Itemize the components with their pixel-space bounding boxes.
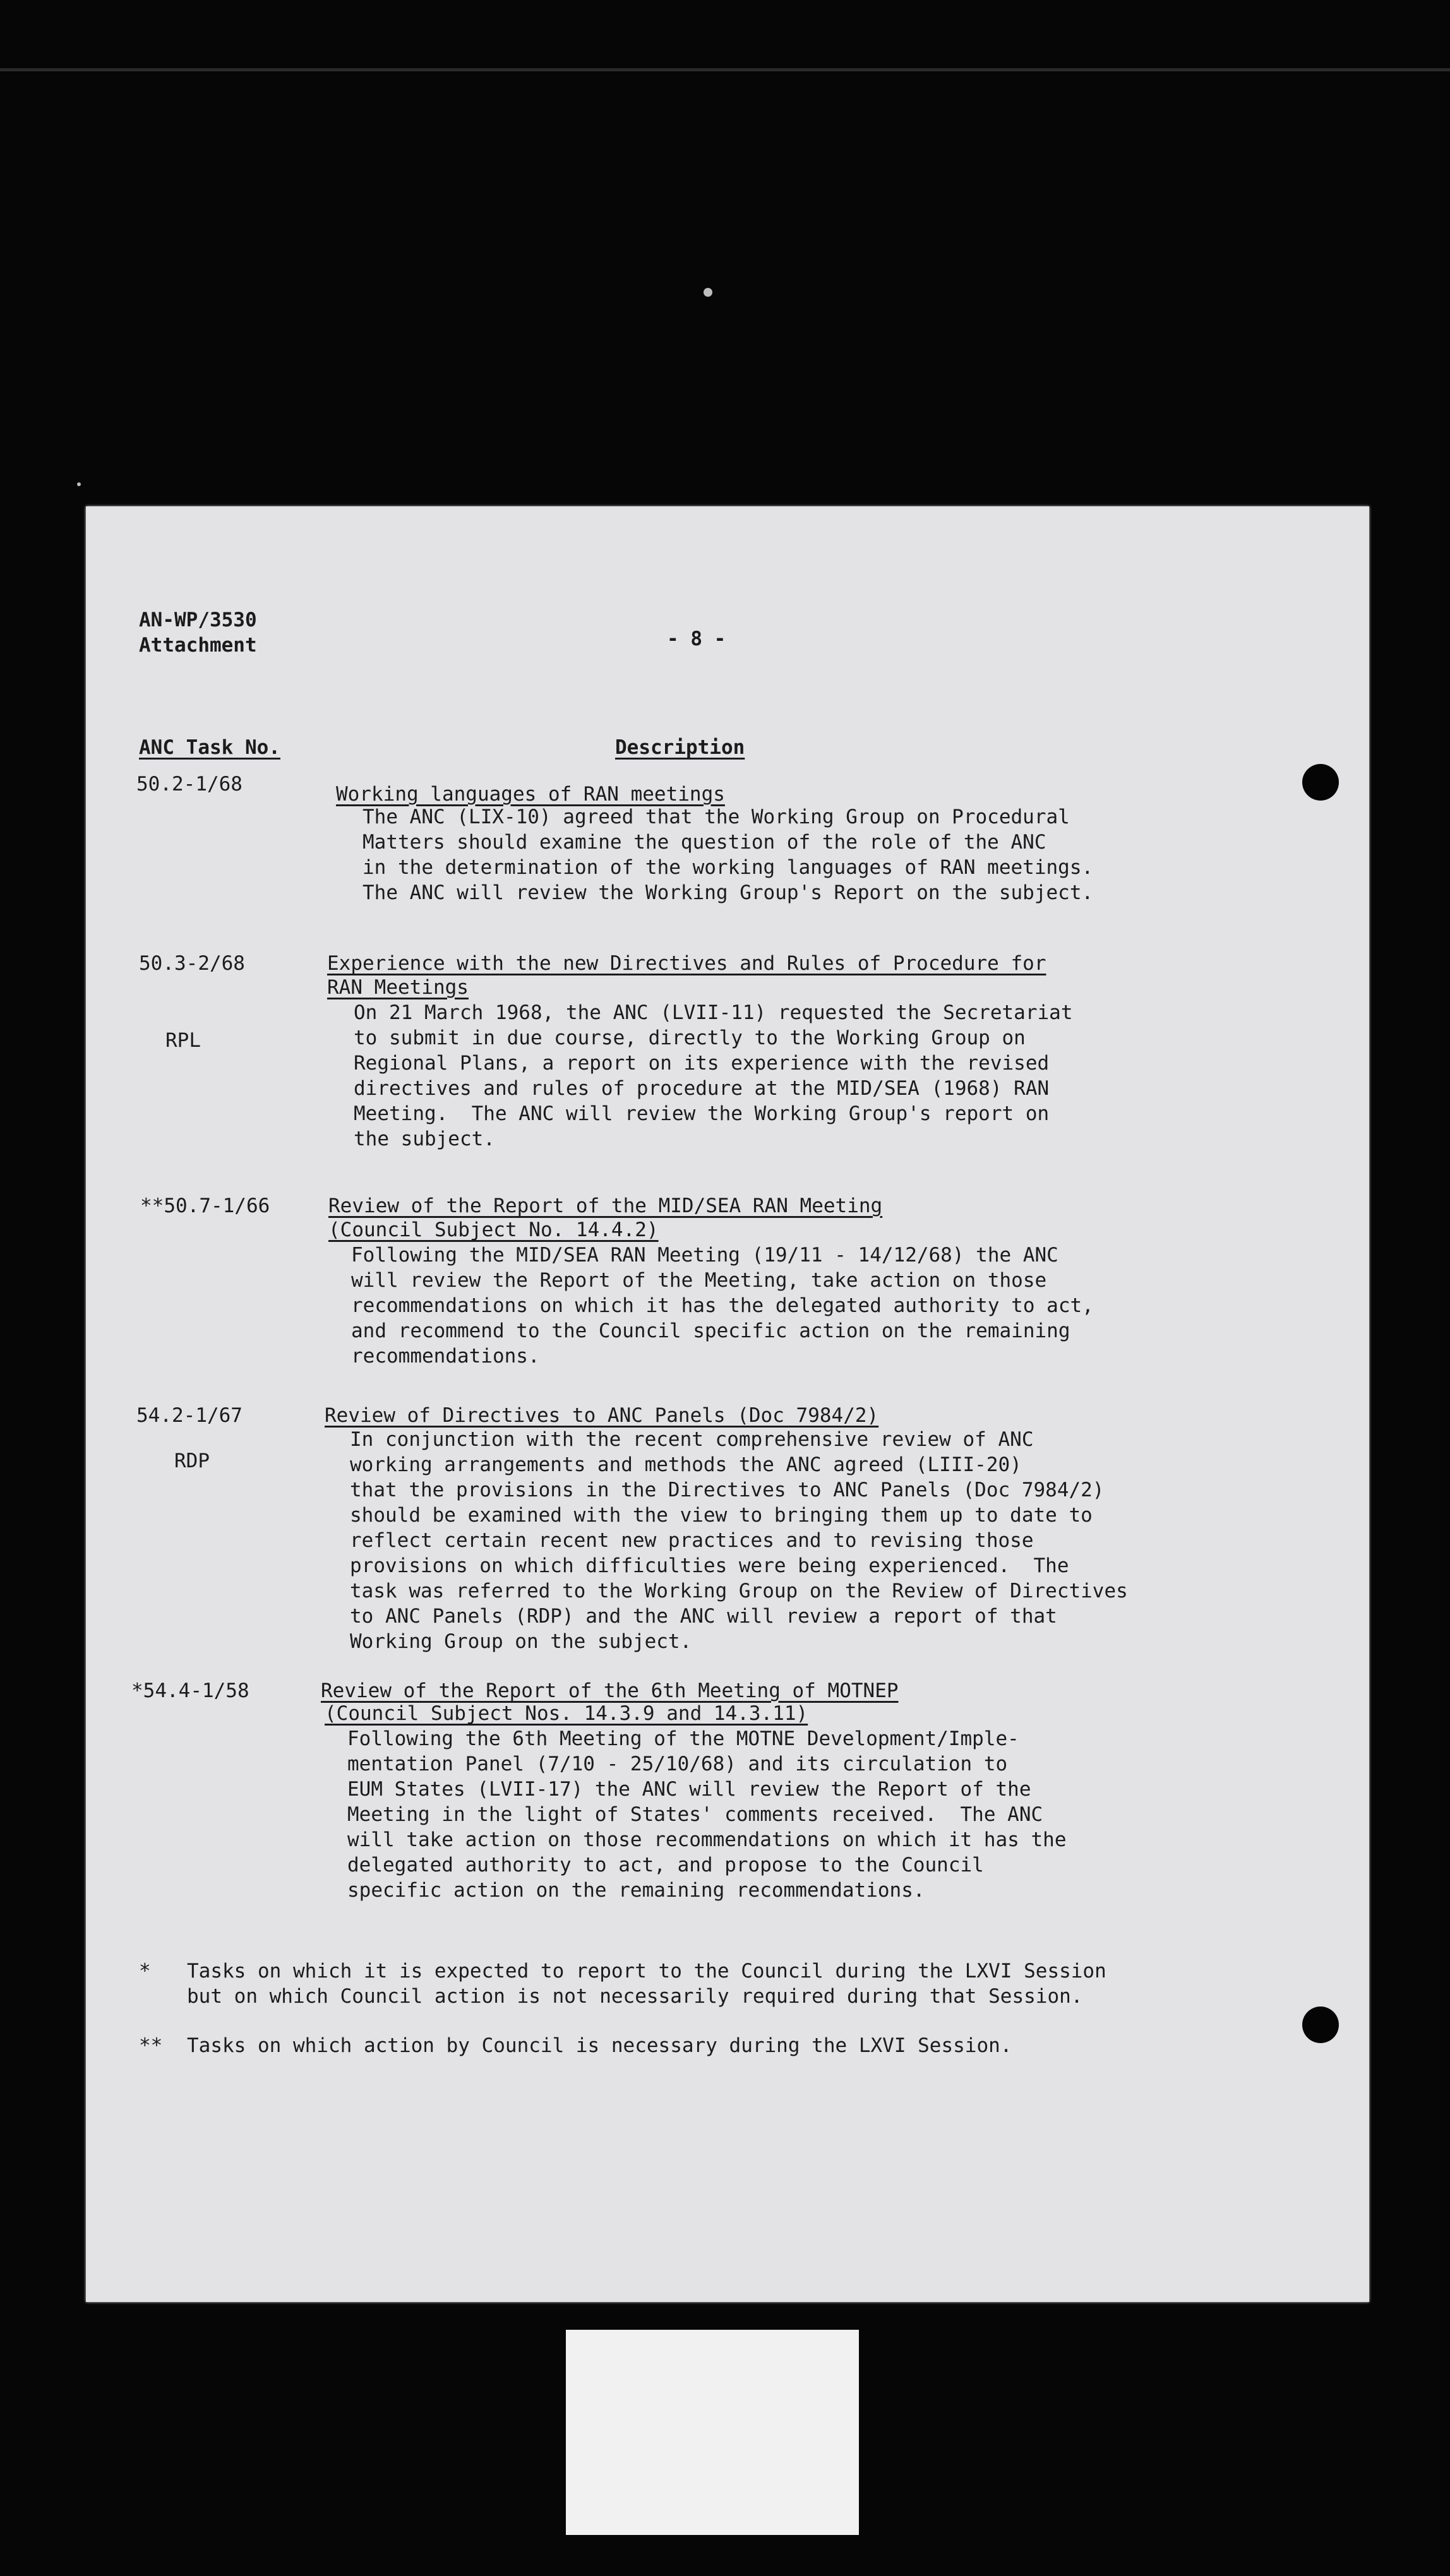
footnote-mark: **	[139, 2034, 163, 2057]
task-title-line: (Council Subject No. 14.4.2)	[328, 1219, 659, 1241]
task-body-line: to submit in due course, directly to the Working Group on	[354, 1027, 1026, 1049]
document-page	[86, 506, 1369, 2302]
task-body-line: will review the Report of the Meeting, take action on those	[351, 1269, 1047, 1292]
footnote-mark: *	[139, 1960, 151, 1983]
task-number: **50.7-1/66	[140, 1195, 270, 1217]
task-body	[350, 1427, 1128, 1654]
task-body-line: Matters should examine the question of the role of the ANC	[362, 831, 1046, 854]
footnote-text	[187, 2033, 1012, 2058]
task-body-line: EUM States (LVII-17) the ANC will review the Report of the	[347, 1778, 1031, 1801]
task-body-line: The ANC (LIX-10) agreed that the Working Group on Procedural	[362, 806, 1070, 828]
task-title-line: RAN Meetings	[327, 976, 469, 999]
task-body-line: recommendations on which it has the delegated authority to act,	[351, 1294, 1094, 1317]
task-body	[354, 1000, 1072, 1152]
task-title-line: Review of the Report of the 6th Meeting of MOTNEP	[321, 1679, 899, 1702]
task-body-line: should be examined with the view to bringing them up to date to	[350, 1504, 1093, 1527]
task-title-line: Working languages of RAN meetings	[336, 783, 725, 806]
doc-attachment-label: Attachment	[139, 634, 257, 657]
task-title-line: (Council Subject Nos. 14.3.9 and 14.3.11)	[325, 1702, 808, 1725]
task-body-line: Meeting. The ANC will review the Working Group's report on	[354, 1102, 1050, 1125]
task-body-line: recommendations.	[351, 1345, 540, 1368]
task-body-line: working arrangements and methods the ANC agreed (LIII-20)	[350, 1453, 1022, 1476]
task-body	[362, 804, 1093, 905]
punch-hole	[1302, 764, 1339, 801]
column-heading-description: Description	[615, 736, 745, 759]
dust-speck	[704, 288, 712, 297]
task-body	[351, 1243, 1094, 1369]
task-code: RDP	[174, 1450, 210, 1472]
task-body-line: task was referred to the Working Group on the Review of Directives	[350, 1580, 1128, 1602]
task-number: 50.2-1/68	[136, 773, 243, 796]
task-title-line: Experience with the new Directives and Rules of Procedure for	[327, 952, 1046, 975]
footnote-text	[187, 1959, 1106, 2009]
blank-label-card	[566, 2330, 859, 2535]
task-number: *54.4-1/58	[131, 1679, 249, 1702]
task-body-line: and recommend to the Council specific action on the remaining	[351, 1320, 1070, 1342]
task-body-line: Following the 6th Meeting of the MOTNE Development/Imple-	[347, 1727, 1019, 1750]
doc-reference: AN-WP/3530	[139, 609, 257, 631]
task-title-line: Review of the Report of the MID/SEA RAN Meeting	[328, 1195, 883, 1217]
task-body-line: Following the MID/SEA RAN Meeting (19/11 - 14/12/68) the ANC	[351, 1244, 1058, 1267]
task-body-line: On 21 March 1968, the ANC (LVII-11) requested the Secretariat	[354, 1001, 1073, 1024]
task-code: RPL	[165, 1029, 201, 1052]
footnote-line: but on which Council action is not necessarily required during that Session.	[187, 1985, 1083, 2008]
task-body-line: mentation Panel (7/10 - 25/10/68) and its circulation to	[347, 1753, 1008, 1775]
task-body-line: Regional Plans, a report on its experience with the revised	[354, 1052, 1050, 1075]
task-body	[347, 1726, 1066, 1903]
task-body-line: to ANC Panels (RDP) and the ANC will review a report of that	[350, 1605, 1057, 1628]
task-body-line: reflect certain recent new practices and to revising those	[350, 1529, 1034, 1552]
task-body-line: Meeting in the light of States' comments received. The ANC	[347, 1803, 1043, 1826]
task-body-line: that the provisions in the Directives to ANC Panels (Doc 7984/2)	[350, 1479, 1105, 1501]
task-body-line: delegated authority to act, and propose to the Council	[347, 1854, 984, 1876]
dust-speck	[77, 482, 81, 486]
film-edge	[0, 68, 1450, 71]
task-number: 54.2-1/67	[136, 1404, 243, 1427]
task-body-line: The ANC will review the Working Group's Report on the subject.	[362, 881, 1094, 904]
task-body-line: in the determination of the working languages of RAN meetings.	[362, 856, 1094, 879]
task-body-line: specific action on the remaining recommendations.	[347, 1879, 925, 1902]
page-number: - 8 -	[667, 628, 726, 650]
task-body-line: In conjunction with the recent comprehensive review of ANC	[350, 1428, 1034, 1451]
task-body-line: provisions on which difficulties were being experienced. The	[350, 1554, 1069, 1577]
task-body-line: Working Group on the subject.	[350, 1630, 692, 1653]
task-body-line: the subject.	[354, 1128, 495, 1150]
column-heading-task-no: ANC Task No.	[139, 736, 280, 759]
punch-hole	[1302, 2007, 1339, 2043]
task-title-line: Review of Directives to ANC Panels (Doc 7984/2)	[325, 1404, 879, 1427]
footnote-line: Tasks on which action by Council is necessary during the LXVI Session.	[187, 2034, 1012, 2057]
footnote-line: Tasks on which it is expected to report to the Council during the LXVI Session	[187, 1960, 1106, 1983]
task-body-line: will take action on those recommendations on which it has the	[347, 1828, 1067, 1851]
task-body-line: directives and rules of procedure at the MID/SEA (1968) RAN	[354, 1077, 1050, 1100]
task-number: 50.3-2/68	[139, 952, 245, 975]
